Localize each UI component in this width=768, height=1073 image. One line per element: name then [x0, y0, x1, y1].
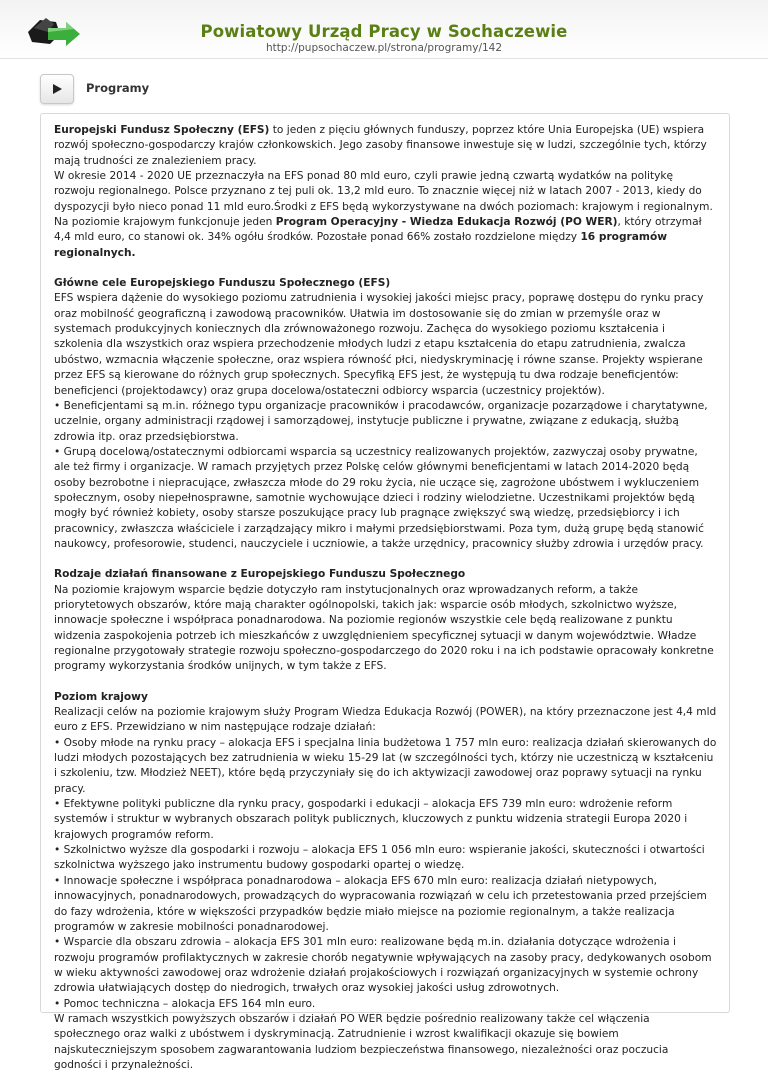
page-url[interactable]: http://pupsochaczew.pl/strona/programy/142 — [265, 42, 503, 54]
intro-paragraph-1 — [54, 123, 717, 169]
goals-bullet-2: • Grupą docelową/ostatecznymi odbiorcami wsparcia są uczestnicy realizowanych projektów, zazwyczaj osoby prywatne, ale też firmy i organizacje. W ramach przyjętych przez Polskę celów głównymi beneficjentami w latach 2014-2020 będą osoby bezrobotne i niepracujące, zwłaszcza młode do 29 roku życia, nie uczące się, zagrożone ubóstwem i wykluczeniem społecznym, osoby niepełnosprawne, samotnie wychowujące dzieci i rodziny wielodzietne. Uczestnikami projektów będą mogły być również kobiety, osoby starsze poszukujące pracy lub pragnące zwiększyć swą wiedzę, przedsiębiorcy i ich pracownicy, zwłaszcza właściciele i zarządzający mikro i małymi przedsiębiorstwami. Poza tym, dużą grupę będą stanowić naukowcy, profesorowie, studenci, nauczyciele i uczniowie, a także urzędnicy, pracownicy służby zdrowia i urzędów pracy. — [54, 445, 704, 550]
actions-paragraph-1: Na poziomie krajowym wsparcie będzie dotyczyło ram instytucjonalnych oraz wprowadzanych reform, a także priorytetowych obszarów, które mają charakter ogólnopolski, takich jak: wsparcie osób młodych, szkolnictwo wyższe, innowacje społeczne i współpraca ponadnarodowa. Na poziomie regionów wszystkie cele będą realizowane z punktu widzenia zaspokojenia potrzeb ich mieszkańców z uwzględnieniem specyficznej sytuacji w danym województwie. Władze regionalne przygotowały strategie rozwoju społeczno-gospodarczego do 2020 roku i na ich podstawie opracowały konkretne programy wykorzystania środków unijnych, w tym także z EFS. — [54, 583, 714, 673]
section-title: Programy — [86, 81, 150, 95]
national-bullet-6: • Pomoc techniczna – alokacja EFS 164 mln euro. — [54, 997, 316, 1010]
site-title: Powiatowy Urząd Pracy w Sochaczewie — [200, 22, 568, 41]
efs-term: Europejski Fundusz Społeczny (EFS) — [54, 124, 270, 136]
page-header — [0, 0, 768, 59]
goals-heading: Główne cele Europejskiego Funduszu Społecznego (EFS) — [54, 277, 391, 290]
intro-paragraph-2 — [54, 169, 717, 261]
intro-text-2: W okresie 2014 - 2020 UE przeznaczyła na EFS ponad 80 mld euro, czyli prawie jedną czwartą wydatków na politykę rozwoju regionalnego. Polsce przyznano z tej puli ok. 13,2 mld euro. To znacznie więcej niż w latach 2007 - 2013, kiedy do dyspozycji było nieco ponad 11 mld euro.Środki z EFS będą wykorzystywane na dwóch poziomach: krajowym i regionalnym. Na poziomie krajowym funkcjonuje jeden — [54, 170, 713, 229]
national-paragraph-2: W ramach wszystkich powyższych obszarów i działań PO WER będzie pośrednio realizowany także cel włączenia społecznego oraz walki z ubóstwem i dyskryminacją. Zatrudnienie i wzrost kwalifikacji okazuje się bowiem najskuteczniejszym sposobem zagwarantowania ludziom bezpieczeństwa finansowego, niezależności oraz poczucia godności i przynależności. — [54, 1012, 669, 1071]
po-wer-term: Program Operacyjny - Wiedza Edukacja Rozwój (PO WER) — [275, 216, 618, 229]
regional-programs-term: 16 programów regionalnych. — [54, 231, 668, 259]
intro-text-3: , który otrzymał 4,4 mld euro, co stanowi ok. 34% ogółu środków. Pozostałe ponad 66% zostało rozdzielone między — [54, 216, 702, 244]
intro-text-1: to jeden z pięciu głównych funduszy, poprzez które Unia Europejska (UE) wspiera rozwój społeczno-gospodarczy krajów członkowskich. Jego zasoby finansowe inwestuje się w ludzi, szczególnie tych, którzy mają trudności ze znalezieniem pracy. — [54, 124, 707, 167]
national-heading: Poziom krajowy — [54, 690, 148, 703]
article-content — [40, 113, 730, 1071]
national-bullet-5: • Wsparcie dla obszaru zdrowia – alokacja EFS 301 mln euro: realizowane będą m.in. działania dotyczące wdrożenia i rozwoju programów profilaktycznych w zakresie chorób negatywnie wpływających na zasoby pracy, dedykowanych osobom w wieku aktywności zawodowej oraz wdrożenie działań projakościowych i rozwiązań organizacyjnych w systemie ochrony zdrowia ułatwiających dostęp do niedrogich, trwałych oraz wysokiej jakości usług zdrowotnych. — [54, 936, 712, 995]
national-bullet-4: • Innowacje społeczne i współpraca ponadnarodowa – alokacja EFS 670 mln euro: realizacja działań nietypowych, innowacyjnych, ponadnarodowych, prowadzących do wypracowania rozwiązań w celu ich przetestowania przed przejściem do fazy wdrożenia, które w większości przypadków będzie miało miejsce na poziomie regionalnym, a także realizacja programów w zakresie mobilności ponadnarodowej. — [54, 874, 707, 933]
section-toggle-button[interactable] — [40, 74, 74, 104]
national-bullet-1: • Osoby młode na rynku pracy – alokacja EFS i specjalna linia budżetowa 1 757 mln euro: realizacja działań skierowanych do ludzi młodych pozostających bez zatrudnienia w wieku 15-29 lat (w szczególności tych, którzy nie uczestniczą w kształceniu i szkoleniu, tzw. Młodzież NEET), które będą przyczyniały się do ich aktywizacji zawodowej oraz poprawy sytuacji na rynku pracy. — [54, 736, 717, 795]
play-arrow-icon — [51, 83, 63, 95]
goals-paragraph-1: EFS wspiera dążenie do wysokiego poziomu zatrudnienia i wysokiej jakości miejsc pracy, poprawę dostępu do rynku pracy oraz mobilność geograficzną i zawodową pracowników. Ułatwia im dostosowanie się do zmian w przemyśle oraz w systemach produkcyjnych koniecznych dla zrównoważonego rozwoju. Zachęca do wysokiego poziomu kształcenia i szkolenia dla wszystkich oraz wspiera przechodzenie młodych ludzi z etapu kształcenia do etapu zatrudnienia, zwalcza ubóstwo, wzmacnia włączenie społeczne, oraz wspiera równość płci, niedyskryminację i równe szanse. Projekty wspierane przez EFS są kierowane do różnych grup społecznych. Specyfiką EFS jest, że występują tu dwa rodzaje beneficjentów: beneficjenci (projektodawcy) oraz grupa docelowa/ostateczni odbiorcy wsparcia (uczestnicy projektów). — [54, 292, 704, 397]
national-paragraph-1: Realizacji celów na poziomie krajowym służy Program Wiedza Edukacja Rozwój (POWER), na który przeznaczone jest 4,4 mld euro z EFS. Przewidziano w nim następujące rodzaje działań: — [54, 706, 717, 734]
goals-bullet-1: • Beneficjentami są m.in. różnego typu organizacje pracowników i pracodawców, organizacje pozarządowe i charytatywne, uczelnie, organy administracji rządowej i samorządowej, instytucje publiczne i prywatne, związane z edukacją, służbą zdrowia itp. oraz przedsiębiorstwa. — [54, 399, 708, 443]
national-bullet-2: • Efektywne polityki publiczne dla rynku pracy, gospodarki i edukacji – alokacja EFS 739 mln euro: wdrożenie reform systemów i struktur w wybranych obszarach polityk publicznych, kluczowych z punktu widzenia strategii Europa 2020 i krajowych programów reform. — [54, 798, 688, 841]
national-bullet-3: • Szkolnictwo wyższe dla gospodarki i rozwoju – alokacja EFS 1 056 mln euro: wspieranie jakości, skuteczności i otwartości szkolnictwa wyższego jako instrumentu budowy gospodarki opartej o wiedzę. — [54, 844, 705, 872]
actions-heading: Rodzaje działań finansowane z Europejskiego Funduszu Społecznego — [54, 568, 466, 581]
